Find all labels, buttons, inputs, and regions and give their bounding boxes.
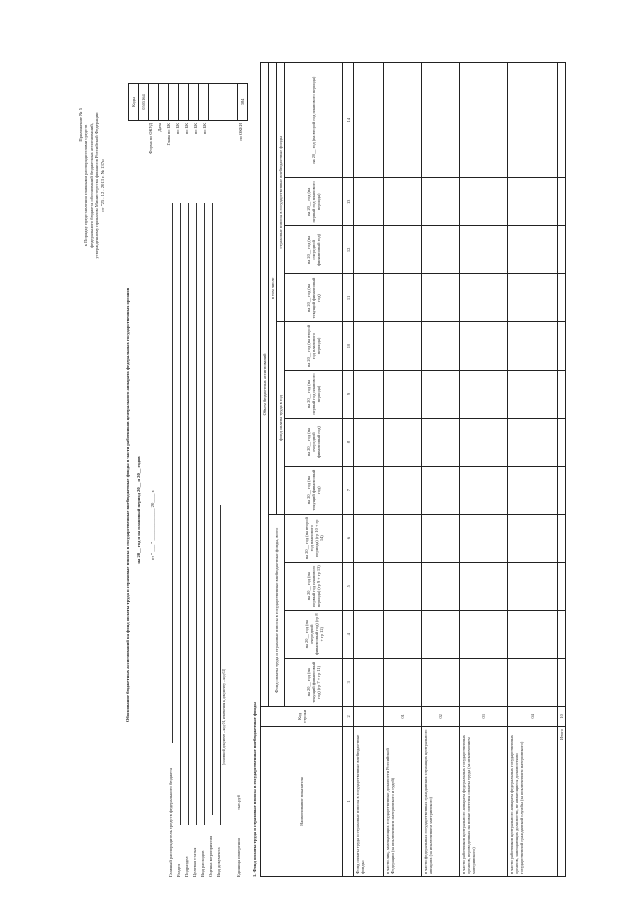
value-cell[interactable] (460, 418, 508, 466)
value-cell[interactable] (508, 466, 558, 514)
section-heading: 1. Фонд оплаты труда и страховые взносы в государственные внебюджетные фонды (252, 702, 257, 877)
value-cell[interactable] (558, 322, 566, 370)
row-indicator-name: Итого (558, 726, 566, 876)
col-number: 9 (343, 370, 354, 418)
value-cell[interactable] (558, 226, 566, 274)
value-cell[interactable] (422, 178, 460, 226)
appendix-line: федерального бюджета обоснований бюджетных ассигнований, (88, 123, 94, 248)
value-cell[interactable] (558, 514, 566, 562)
appendix-line: утвержденному приказом Министерства финансов Российской Федерации (94, 112, 100, 259)
group-header-volume: Объем бюджетных ассигнований (261, 63, 269, 707)
value-cell[interactable] (558, 418, 566, 466)
document-date-line: от " ___ " ______________ 20____ г. (150, 489, 155, 561)
value-cell[interactable] (508, 610, 558, 658)
value-cell[interactable] (558, 658, 566, 706)
value-cell[interactable] (422, 562, 460, 610)
value-cell[interactable] (422, 322, 460, 370)
value-cell[interactable] (460, 610, 508, 658)
label-subsection: Подраздел (184, 856, 189, 877)
row-indicator-name: в части федеральных государственных гражданских служащих центрального аппарата (за исключением материнского) (422, 726, 460, 876)
col-header: на 20__ год (на первый год планового периода) (гр 9 + гр 13) (285, 562, 343, 610)
value-cell[interactable] (354, 178, 384, 226)
row-indicator-name: Фонд оплаты труда и страховые взносы в государственные внебюджетные фонды: (354, 726, 384, 876)
date-value (149, 84, 159, 120)
row-indicator-name: в части лиц, замещающих государственные должности Российской Федерации (за исключением материнского и судей) (384, 726, 422, 876)
bk-value (179, 84, 189, 120)
col-header: на 20__ год (на очередной финансовый год) (285, 418, 343, 466)
col-number: 10 (343, 322, 354, 370)
field-line (212, 203, 213, 815)
value-cell[interactable] (508, 658, 558, 706)
value-cell[interactable] (354, 466, 384, 514)
appendix-line: к Порядку представления главными распорядителями средств (83, 124, 89, 247)
bk-value (199, 84, 209, 120)
field-line (196, 203, 197, 825)
col-number: 2 (343, 706, 354, 726)
value-cell[interactable] (384, 226, 422, 274)
bk-value (169, 84, 179, 120)
group-header-insurance: страховые взносы в государственные внебюджетные фонды (277, 63, 285, 322)
col-number: 1 (343, 726, 354, 876)
okud-value: 0505164 (139, 84, 149, 120)
col-number: 3 (343, 658, 354, 706)
okei-label: по ОКЕИ (238, 123, 243, 141)
col-header: на 20__ год (на текущий финансовый год) (285, 466, 343, 514)
field-line (180, 203, 181, 825)
value-cell[interactable] (422, 658, 460, 706)
col-number: 13 (343, 178, 354, 226)
appendix-date: от "25 . 12 . 2013 г. № 137н (99, 159, 105, 212)
table-row (508, 63, 558, 877)
value-cell[interactable] (354, 322, 384, 370)
value-cell[interactable] (422, 418, 460, 466)
bk-label: по БК (202, 123, 207, 135)
value-cell[interactable] (384, 274, 422, 322)
col-header: на 20__ год (на первый год планового периода) (285, 178, 343, 226)
codes-gap (209, 84, 238, 120)
value-cell[interactable] (422, 610, 460, 658)
value-cell[interactable] (460, 466, 508, 514)
document-period: на 20__ год и на плановый период 20__ и 20__ годов (136, 456, 141, 564)
value-cell[interactable] (354, 274, 384, 322)
value-cell[interactable] (508, 63, 558, 178)
value-cell[interactable] (384, 322, 422, 370)
unit-value: тыс.руб (236, 794, 241, 810)
col-number: 12 (343, 226, 354, 274)
codes-box (128, 83, 248, 121)
okud-label: Форма по ОКУД (148, 123, 153, 154)
row-code: 01 (384, 706, 422, 726)
value-cell[interactable] (422, 514, 460, 562)
col-number: 14 (343, 63, 354, 178)
col-header: на 20__ год (на очередной финансовый год) (285, 226, 343, 274)
codes-header: Коды (129, 84, 139, 120)
col-number: 5 (343, 562, 354, 610)
table-row (384, 63, 422, 877)
value-cell[interactable] (422, 226, 460, 274)
col-header: на 20__ год (на очередной финансовый год) (гр 8 + гр 12) (285, 610, 343, 658)
table-row (558, 63, 566, 877)
table-row (354, 63, 384, 877)
value-cell[interactable] (508, 274, 558, 322)
appropriations-table (260, 62, 566, 877)
field-line (172, 203, 173, 743)
field-line (188, 203, 189, 825)
appendix-number: Приложение № 5 (78, 108, 83, 142)
value-cell[interactable] (384, 466, 422, 514)
value-cell[interactable] (384, 418, 422, 466)
value-cell[interactable] (558, 178, 566, 226)
value-cell[interactable] (558, 63, 566, 178)
value-cell[interactable] (460, 562, 508, 610)
value-cell[interactable] (508, 178, 558, 226)
value-cell[interactable] (354, 226, 384, 274)
value-cell[interactable] (460, 178, 508, 226)
group-header-total: Фонд оплаты труда и страховые взносы в государственные внебюджетные фонды, всего (269, 514, 285, 706)
value-cell[interactable] (558, 370, 566, 418)
label-event-evaluation: Оценка мероприятия (208, 835, 213, 877)
col-number: 6 (343, 514, 354, 562)
value-cell[interactable] (384, 178, 422, 226)
okei-value: 384 (240, 98, 245, 106)
value-cell[interactable] (354, 63, 384, 178)
value-cell[interactable] (384, 370, 422, 418)
col-header: на 20__ год (на первый год планового периода) (285, 370, 343, 418)
row-code: 02 (422, 706, 460, 726)
col-number: 8 (343, 418, 354, 466)
value-cell[interactable] (508, 514, 558, 562)
col-header-code: Код строки (261, 706, 343, 726)
row-indicator-name: в части работников центрального аппарата федеральных государственных органов, переведенных на новые системы оплаты труда (за исключением материнского) (460, 726, 508, 876)
value-cell[interactable] (422, 63, 460, 178)
col-header: на 20__ год (на второй год планового периода) (285, 322, 343, 370)
document-title: Обоснование бюджетных ассигнований на фонд оплаты труда и страховые взносы в государственные внебюджетные фонды в части работников центрального аппарата федеральных государственных органов (125, 287, 130, 723)
glava-label: Глава по БК (166, 123, 171, 146)
col-header: на 20__ год (на текущий финансовый год) (гр 7 + гр 11) (285, 658, 343, 706)
value-cell[interactable] (422, 370, 460, 418)
value-cell[interactable] (460, 63, 508, 178)
appendix-block (78, 78, 105, 293)
bk-value (189, 84, 199, 120)
glava-value (159, 84, 169, 120)
row-code: 10 (558, 706, 566, 726)
col-number: 4 (343, 610, 354, 658)
value-cell[interactable] (422, 274, 460, 322)
value-cell[interactable] (460, 658, 508, 706)
value-cell[interactable] (354, 418, 384, 466)
bk-label: по БК (193, 123, 198, 135)
table-row (460, 63, 508, 877)
value-cell[interactable] (422, 466, 460, 514)
value-cell[interactable] (460, 370, 508, 418)
value-cell[interactable] (354, 610, 384, 658)
label-main-distributor: Главный распорядитель средств федерального бюджета (168, 767, 173, 877)
table-body (354, 63, 566, 877)
label-unit: Единица измерения (236, 838, 241, 877)
col-number: 11 (343, 274, 354, 322)
row-code: 03 (460, 706, 508, 726)
value-cell[interactable] (460, 226, 508, 274)
column-number-row (343, 63, 354, 877)
col-header: на 20__ год (на второй год планового периода) (285, 63, 343, 178)
bk-label: по БК (184, 123, 189, 135)
value-cell[interactable] (354, 562, 384, 610)
value-cell[interactable] (384, 562, 422, 610)
group-header-including: в том числе (269, 63, 277, 515)
value-cell[interactable] (354, 514, 384, 562)
value-cell[interactable] (460, 514, 508, 562)
field-line (220, 505, 221, 825)
bk-label: по БК (175, 123, 180, 135)
value-cell[interactable] (384, 658, 422, 706)
value-cell[interactable] (354, 658, 384, 706)
table-row (422, 63, 460, 877)
label-expense-type: Вид расходов (200, 850, 205, 877)
value-cell[interactable] (508, 562, 558, 610)
col-header-name: Наименование показателя (261, 726, 343, 876)
row-indicator-name: в части работников центрального аппарата федеральных государственных органов, замещающих должности, не являющиеся должностями государственной гражданской службы (за исключением материнского) (508, 726, 558, 876)
label-section: Раздел (176, 864, 181, 877)
value-cell[interactable] (558, 466, 566, 514)
value-cell[interactable] (384, 514, 422, 562)
date-label: Дата (157, 123, 162, 132)
field-line (204, 203, 205, 825)
value-cell[interactable] (354, 370, 384, 418)
group-header-fot: фонд оплаты труда в год (277, 322, 285, 514)
value-cell[interactable] (508, 370, 558, 418)
row-code (354, 706, 384, 726)
label-target-article: Целевая статья (192, 847, 197, 877)
col-number: 7 (343, 466, 354, 514)
col-header: на 20__ год (на текущий финансовый год) (285, 274, 343, 322)
value-cell[interactable] (384, 610, 422, 658)
value-cell[interactable] (508, 418, 558, 466)
document-type-hint: [основной документ – код 01, изменения к документу – код 02] (222, 668, 226, 765)
value-cell[interactable] (558, 610, 566, 658)
row-code: 04 (508, 706, 558, 726)
value-cell[interactable] (460, 322, 508, 370)
col-header: на 20__ год (на второй год планового периода) (гр 10 + гр 14) (285, 514, 343, 562)
value-cell[interactable] (558, 274, 566, 322)
value-cell[interactable] (508, 226, 558, 274)
value-cell[interactable] (384, 63, 422, 178)
value-cell[interactable] (558, 562, 566, 610)
label-document-type: Вид документа (216, 847, 221, 877)
value-cell[interactable] (508, 322, 558, 370)
value-cell[interactable] (460, 274, 508, 322)
